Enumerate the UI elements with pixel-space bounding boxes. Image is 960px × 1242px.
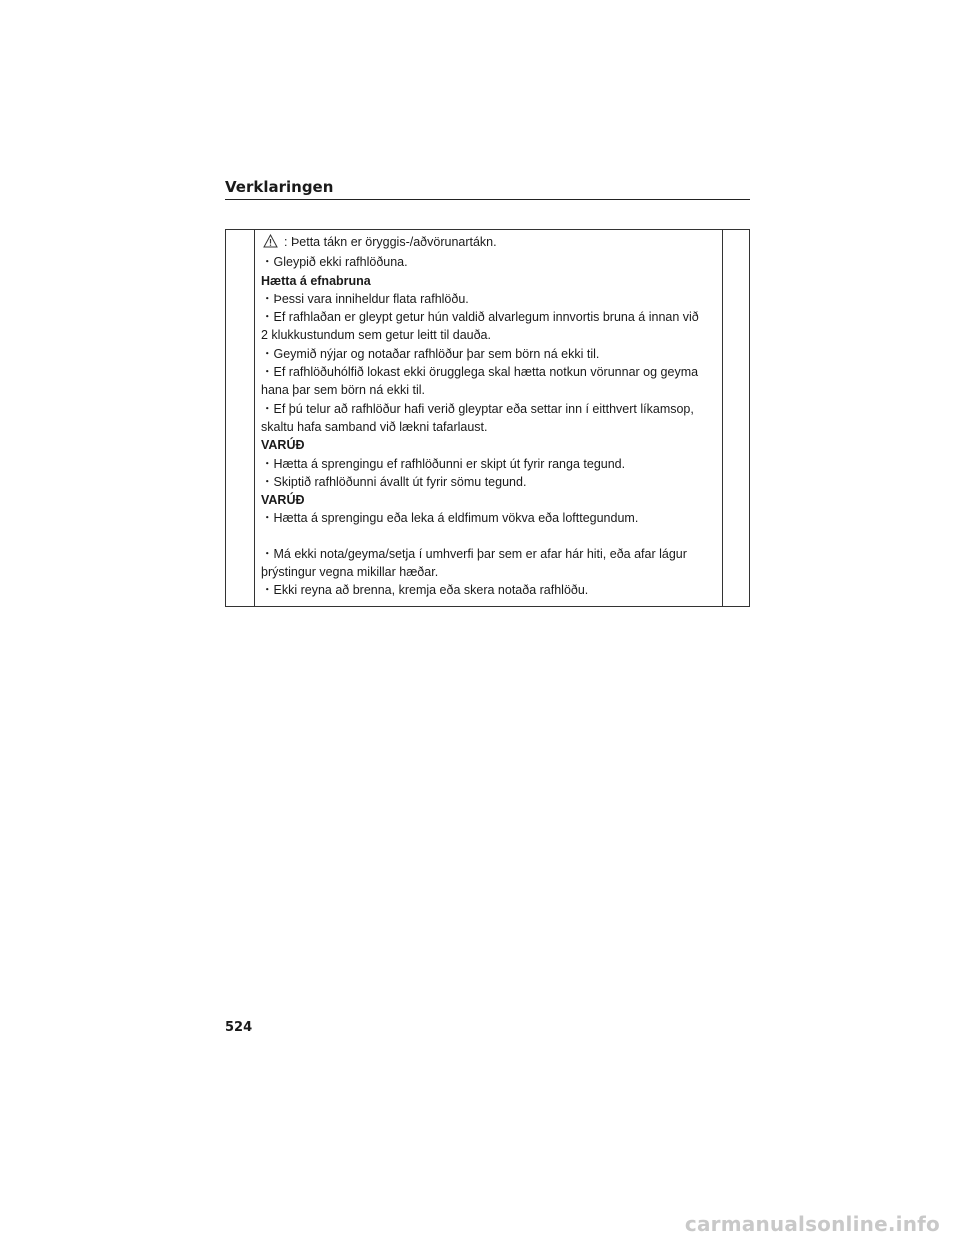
notice-line	[261, 233, 716, 253]
page-number: 524	[225, 1020, 253, 1035]
notice-line-text: skaltu hafa samband við lækni tafarlaust.	[261, 419, 488, 434]
notice-line-text: ・Skiptið rafhlöðunni ávallt út fyrir sömu tegund.	[261, 474, 527, 489]
notice-line-text: Hætta á efnabruna	[261, 273, 371, 288]
notice-line	[261, 400, 716, 418]
header-divider	[225, 199, 750, 200]
notice-line	[261, 308, 716, 326]
notice-line-text: ・Geymið nýjar og notaðar rafhlöður þar sem börn ná ekki til.	[261, 346, 600, 361]
notice-line	[261, 581, 716, 599]
notice-heading	[261, 436, 716, 454]
warning-triangle-icon	[263, 234, 278, 253]
box-right-divider	[722, 230, 723, 606]
notice-line-text: ・Má ekki nota/geyma/setja í umhverfi þar sem er afar hár hiti, eða afar lágur	[261, 546, 687, 561]
notice-line-text: VARÚÐ	[261, 493, 305, 508]
notice-line	[261, 381, 716, 399]
notice-heading	[261, 491, 716, 509]
notice-line	[261, 326, 716, 344]
safety-notice-text	[261, 233, 716, 600]
notice-line-text: ・Ef rafhlöðuhólfið lokast ekki örugglega skal hætta notkun vörunnar og geyma	[261, 365, 699, 380]
notice-line	[261, 563, 716, 581]
notice-line	[261, 455, 716, 473]
notice-line-text: ・Ef rafhlaðan er gleypt getur hún valdið alvarlegum innvortis bruna á innan við	[261, 310, 699, 325]
notice-line	[261, 363, 716, 381]
watermark: carmanualsonline.info	[684, 1212, 940, 1236]
notice-line	[261, 253, 716, 271]
notice-line	[261, 509, 716, 527]
notice-line-text: hana þar sem börn ná ekki til.	[261, 383, 425, 398]
section-title: Verklaringen	[225, 178, 334, 196]
notice-line	[261, 473, 716, 491]
notice-line	[261, 345, 716, 363]
notice-line	[261, 418, 716, 436]
paragraph-gap	[261, 528, 716, 545]
notice-line-text: : Þetta tákn er öryggis-/aðvörunartákn.	[284, 235, 497, 249]
box-left-divider	[254, 230, 255, 606]
notice-line-text: ・Gleypið ekki rafhlöðuna.	[261, 255, 408, 270]
notice-heading	[261, 272, 716, 290]
notice-line-text: ・Hætta á sprengingu ef rafhlöðunni er skipt út fyrir ranga tegund.	[261, 456, 626, 471]
notice-line-text: ・Hætta á sprengingu eða leka á eldfimum vökva eða lofttegundum.	[261, 511, 639, 526]
notice-line-text: ・Ef þú telur að rafhlöður hafi verið gleyptar eða settar inn í eitthvert líkamsop,	[261, 401, 694, 416]
notice-line	[261, 290, 716, 308]
notice-line	[261, 545, 716, 563]
notice-line-text: ・Ekki reyna að brenna, kremja eða skera notaða rafhlöðu.	[261, 583, 589, 598]
notice-line-text: ・Þessi vara inniheldur flata rafhlöðu.	[261, 291, 469, 306]
notice-line-text: 2 klukkustundum sem getur leitt til dauða.	[261, 328, 491, 343]
notice-line-text: VARÚÐ	[261, 438, 305, 453]
notice-line-text: þrýstingur vegna mikillar hæðar.	[261, 565, 439, 580]
